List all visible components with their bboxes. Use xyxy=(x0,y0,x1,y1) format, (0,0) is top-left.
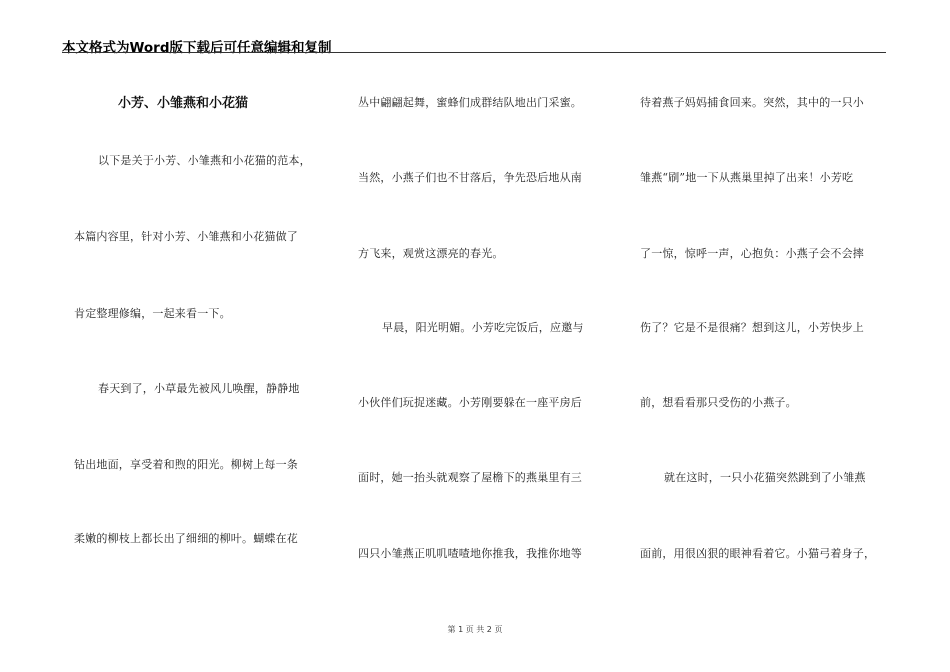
body-line: 雏燕“刷”地一下从燕巢里掉了出来！小芳吃 xyxy=(640,171,854,184)
body-line: 肯定整理修编，一起来看一下。 xyxy=(74,307,231,320)
body-line: 了一惊，惊呼一声，心抱负：小燕子会不会摔 xyxy=(640,247,864,260)
body-line: 早晨，阳光明媚。小芳吃完饭后，应邀与 xyxy=(382,321,584,334)
body-line: 面前，用很凶狠的眼神看着它。小猫弓着身子， xyxy=(640,547,876,560)
body-line: 伤了？它是不是很痛？想到这儿，小芳快步上 xyxy=(640,321,864,334)
body-line: 春天到了，小草最先被风儿唤醒，静静地 xyxy=(98,382,300,395)
document-header: 本文格式为Word版下载后可任意编辑和复制 xyxy=(62,40,332,56)
body-line: 方飞来，观赏这漂亮的春光。 xyxy=(358,247,504,260)
body-line: 柔嫩的柳枝上都长出了细细的柳叶。蝴蝶在花 xyxy=(74,532,298,545)
body-line: 当然，小燕子们也不甘落后，争先恐后地从南 xyxy=(358,171,582,184)
body-line: 钻出地面，享受着和煦的阳光。柳树上每一条 xyxy=(74,458,298,471)
body-line: 待着燕子妈妈捕食回来。突然，其中的一只小 xyxy=(640,96,864,109)
body-line: 本篇内容里，针对小芳、小雏燕和小花猫做了 xyxy=(74,230,298,243)
body-line: 就在这时，一只小花猫突然跳到了小雏燕 xyxy=(664,471,866,484)
page-number: 第 1 页 共 2 页 xyxy=(447,625,503,634)
article-title: 小芳、小雏燕和小花猫 xyxy=(118,96,249,111)
body-line: 丛中翩翩起舞，蜜蜂们成群结队地出门采蜜。 xyxy=(358,96,582,109)
body-line: 小伙伴们玩捉迷藏。小芳刚要躲在一座平房后 xyxy=(358,396,582,409)
body-line: 面时，她一抬头就观察了屋檐下的燕巢里有三 xyxy=(358,471,582,484)
body-line: 以下是关于小芳、小雏燕和小花猫的范本， xyxy=(98,154,311,167)
body-line: 四只小雏燕正叽叽喳喳地你推我，我推你地等 xyxy=(358,547,582,560)
header-divider xyxy=(62,52,886,53)
body-line: 前，想看看那只受伤的小燕子。 xyxy=(640,396,797,409)
